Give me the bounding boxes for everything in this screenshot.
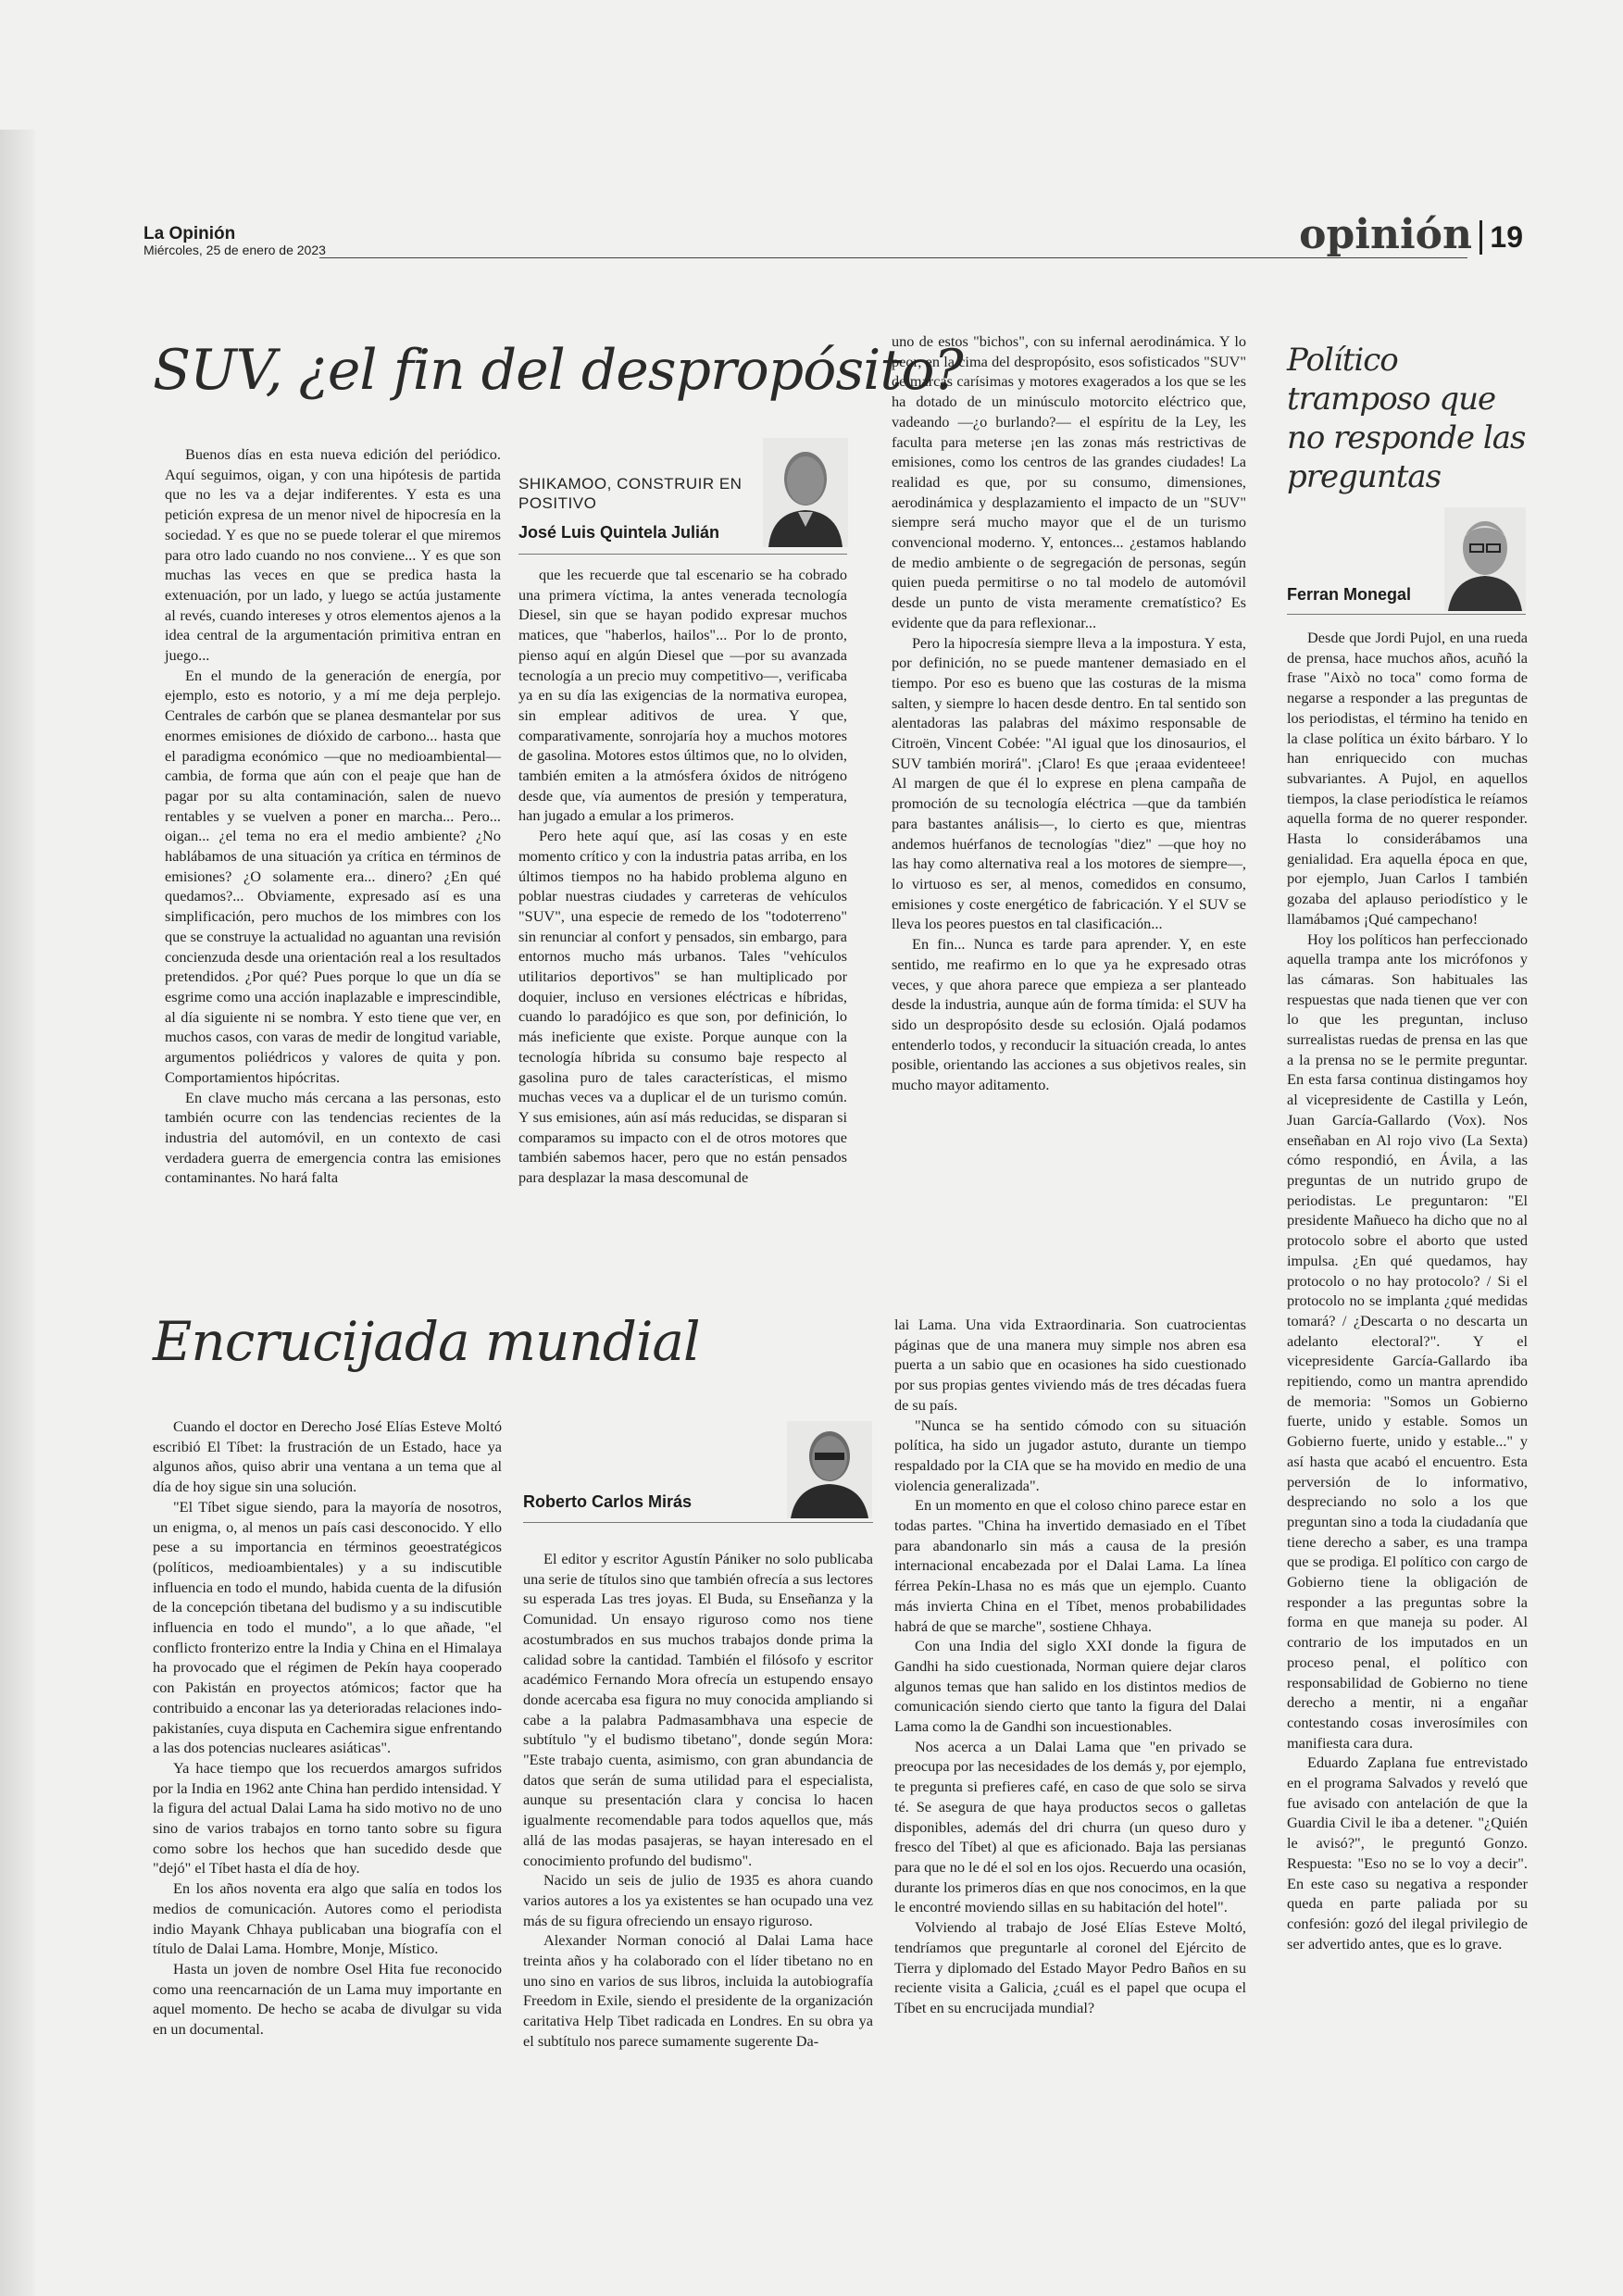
paragraph: lai Lama. Una vida Extraordinaria. Son cuatrocientas páginas que de una manera muy simple nos abren esa puerta a un sabio que en ocasiones ha sido cuestionado por sus propias gentes viviendo más de tres décadas fuera de su país. — [894, 1316, 1246, 1414]
article1-column-1 — [165, 444, 501, 1188]
article2-column-1 — [153, 1416, 502, 2040]
paragraph: Pero la hipocresía siempre lleva a la impostura. Y esta, por definición, no se puede mantener demasiado en el tiempo. Por eso es bueno que las costuras de la misma salten, y siempre lo hacen desde dentro. En tal sentido son alentadoras las palabras del máximo responsable de Citroën, Vincent Cobée: "Al igual que los dinosaurios, el SUV también morirá". ¡Claro! Es que ¡eraaa evidenteee! Al margen de que él lo exprese en plena campaña de promoción de su tecnología eléctrica —que da también para bastantes análisis—, lo cierto es que, mientras andemos huérfanos de tecnologías "diez" —que hoy no las hay como alternativa real a los motores de siempre—, lo virtuoso es ser, al menos, comedidos en consumo, emisiones y coste energético de fabricación. Y el SUV se lleva los peores puestos en tal clasificación... — [892, 633, 1246, 933]
paragraph: Alexander Norman conoció al Dalai Lama hace treinta años y ha colaborado con el líder tibetano no en uno sino en varios de sus libros, incluida la autobiografía Freedom in Exile, siendo el presidente de la organización caritativa Help Tibet radicada en Londres. En su obra ya el subtítulo nos parece sumamente sugerente Da- — [523, 1931, 873, 2050]
paragraph: que les recuerde que tal escenario se ha cobrado una primera víctima, la antes venerada tecnología Diesel, sin que se hayan podido expresar muchos matices, que "haberlos, hailos"... Por lo de pronto, pienso aquí en algún Diesel que —por su avanzada tecnología a un precio muy competitivo—, verificaba ya en su día las exigencias de la normativa europea, sin emplear aditivos de urea. Y que, comparativamente, sonrojaría hoy a muchos motores de gasolina. Motores estos últimos que, no lo olviden, también emiten a la atmósfera óxidos de nitrógeno desde que, vía aumentos de presión y temperatura, han jugado a emular a los primeros. — [518, 566, 847, 825]
article2-headline: Encrucijada mundial — [153, 1310, 700, 1373]
paragraph: Eduardo Zaplana fue entrevistado en el programa Salvados y reveló que fue avisado con antelación de que la Guardia Civil le iba a detener. "¿Quién le avisó?", le preguntó Gonzo. Respuesta: "Eso no se lo voy a decir". En este caso su negativa a responder queda en parte paliada por su confesión: gozó del ilegal privilegio de ser advertido antes, que es lo grave. — [1287, 1753, 1528, 1953]
page-header — [144, 211, 1523, 261]
paragraph: En fin... Nunca es tarde para aprender. Y, en este sentido, me reafirmo en lo que ya he expresado otras veces, y que ahora parece que empieza a ser planteado desde la industria, aunque aún de forma tímida: el SUV ha sido un despropósito desde su eclosión. Ojalá podamos entenderlo todos, y reconducir la situación creada, lo antes posible, orientando las acciones a sus objetivos reales, sin mucho mayor aditamento. — [892, 935, 1246, 1094]
paragraph: Nacido un seis de julio de 1935 es ahora cuando varios autores a los ya existentes se han ocupado una vez más de su figura ofreciendo un ensayo riguroso. — [523, 1871, 873, 1929]
paragraph: Pero hete aquí que, así las cosas y en este momento crítico y con la industria patas arriba, en los últimos tiempos no ha habido problema alguno en poblar nuestras ciudades y carreteras de vehículos "SUV", una especie de remedo de los "todoterreno" sin renunciar al confort y pensados, sin embargo, para entornos mucho más urbanos. Tales "vehículos utilitarios deportivos" se han multiplicado por doquier, incluso en versiones eléctricas e híbridas, cuando lo paradójico es que son, por definición, lo más ineficiente que existe. Porque aunque con la tecnología híbrida su consumo baje respecto al gasolina puro de tales características, el mismo muchas veces va a duplicar el de un turismo común. Y sus emisiones, aún así más reducidas, se disparan si comparamos su impacto con el de otros motores que también sabemos hacer, pero que no están pensados para desplazar la masa descomunal de — [518, 827, 847, 1187]
paragraph: Buenos días en esta nueva edición del periódico. Aquí seguimos, oigan, y con una hipótesis de partida que no les va a dejar indiferentes. Y esta es una petición expresa de un menor nivel de hipocresía en la sociedad. Y es que no se puede tolerar el que miremos para otro lado cuando no nos conviene... Y es que son muchas las veces en que se predica hasta la extenuación, por un lado, y luego se actúa justamente al revés, cuando intereses y otros elementos ajenos a la idea central de la argumentación primitiva entran en juego... — [165, 445, 501, 665]
article2-column-3 — [894, 1315, 1246, 2018]
author-photo-quintela — [763, 438, 848, 547]
author-rule — [1287, 614, 1526, 615]
author-photo-monegal — [1444, 507, 1526, 611]
paragraph: Nos acerca a un Dalai Lama que "en privado se preocupa por las necesidades de los demás y, por ejemplo, te pregunta si prefieres café, en caso de que solo se sirva té. Se asegura de que haya productos secos o galletas disponibles, además del dri churra (un queso duro y fresco del Tíbet) al que es aficionado. Baja las persianas para que no le dé el sol en los ojos. Recuerdo una ocasión, durante los primeros días en que nos conocimos, en la que le encontré moviendo sillas en su habitación del hotel". — [894, 1737, 1246, 1916]
paragraph: Ya hace tiempo que los recuerdos amargos sufridos por la India en 1962 ante China han perdido intensidad. Y la figura del actual Dalai Lama ha sido motivo no de uno sino de varios trabajos en torno tanto sobre su figura como sobre los hechos que han sucedido desde que "dejó" el Tíbet hasta el día de hoy. — [153, 1758, 502, 1878]
paragraph: uno de estos "bichos", con su infernal aerodinámica. Y lo peor, en la cima del despropósito, esos sofisticados "SUV" de marcas carísimas y motores exagerados a los que se les ha dotado de un minúsculo motorcito eléctrico que, vadeando —¿o burlando?— el espíritu de la Ley, les faculta para meterse ¡en las zonas más restrictivas de emisiones, como los centros de las grandes ciudades! La realidad es que, por su consumo, dimensiones, aerodinámica y desplazamiento el impacto de un "SUV" siempre será mucho mayor que el de un turismo convencional moderno. Y, entonces... ¿estamos hablando de medio ambiente o de segregación de personas, según quien pueda permitirse o no tal modelo de automóvil desde un punto de vista meramente crematístico? Es evidente que da para reflexionar... — [892, 332, 1246, 631]
article3-author: Ferran Monegal — [1287, 585, 1412, 604]
paragraph: Con una India del siglo XXI donde la figura de Gandhi ha sido cuestionada, Norman quiere dejar claros algunos temas que han salido en los distintos medios de comunicación siendo cierto que tanto la figura del Dalai Lama como la de Gandhi son incuestionables. — [894, 1637, 1246, 1736]
paragraph: "El Tíbet sigue siendo, para la mayoría de nosotros, un enigma, o, al menos un país casi desconocido. Y ello pese a su importancia en términos geoestratégicos (políticos, medioambientales) y a su indiscutible influencia en todo el mundo, habida cuenta de la difusión de la concepción tibetana del budismo y a su indiscutible influencia en todo el mundo", a lo que añade, "el conflicto fronterizo entre la India y China en el Himalaya ha provocado que el régimen de Pekín haya cooperado con Pakistán en proyectos atómicos; factor que ha contribuido a enconar las ya deterioradas relaciones indo-pakistaníes, cuya disputa en Cachemira sigue enfrentando a las dos potencias nucleares asiáticas". — [153, 1497, 502, 1757]
article1-column-2 — [518, 565, 847, 1188]
article1-headline: SUV, ¿el fin del despropósito? — [153, 338, 963, 403]
paragraph: Desde que Jordi Pujol, en una rueda de prensa, hace muchos años, acuñó la frase "Això no toca" como forma de negarse a responder a las preguntas de los periodistas, el término ha tenido en la clase política un éxito bárbaro. Y lo han enriquecido con muchas subvariantes. A Pujol, en aquellos tiempos, la clase periodística le reíamos aquella forma de no querer responder. Hasta lo considerábamos una genialidad. Era aquella época en que, por ejemplo, Juan Carlos I también gozaba del aplauso periodístico y le llamábamos ¡Qué campechano! — [1287, 629, 1528, 928]
paragraph: "Nunca se ha sentido cómodo con su situación política, ha sido un jugador astuto, durante un tiempo respaldado por la CIA que se ha movido en medio de una violencia generalizada". — [894, 1416, 1246, 1494]
paragraph: En clave mucho más cercana a las personas, esto también ocurre con las tendencias recientes de la industria del automóvil, en un contexto de casi verdadera guerra de emergencia contra las emisiones contaminantes. No hará falta — [165, 1088, 501, 1187]
page-number: 19 — [1479, 220, 1523, 255]
paragraph: Cuando el doctor en Derecho José Elías Esteve Moltó escribió El Tíbet: la frustración de un Estado, hace ya algunos años, quiso abrir una ventana a un tema que al día de hoy sigue sin una solución. — [153, 1417, 502, 1496]
author-photo-miras — [787, 1421, 872, 1518]
article2-author: Roberto Carlos Mirás — [523, 1492, 693, 1511]
header-rule — [319, 257, 1467, 258]
article3-column — [1287, 628, 1528, 1953]
article1-author: José Luis Quintela Julián — [518, 523, 720, 542]
author-rule — [523, 1522, 873, 1523]
paragraph: En los años noventa era algo que salía en todos los medios de comunicación. Autores como el periodista indio Mayank Chhaya publicaban una biografía con el título de Dalai Lama. Hombre, Monje, Místico. — [153, 1879, 502, 1958]
paragraph: Hoy los políticos han perfeccionado aquella trampa ante los micrófonos y las cámaras. Son habituales las respuestas que nada tienen que ver con lo que les preguntan, incluso surrealistas ruedas de prensa en las que a la prensa no se le permite preguntar. En esta farsa continua distingamos hoy al vicepresidente de Castilla y León, Juan García-Gallardo (Vox). Nos enseñaban en Al rojo vivo (La Sexta) cómo respondió, en Ávila, a las preguntas de un nutrido grupo de periodistas. Le preguntaron: "El presidente Mañueco ha dicho que no al protocolo sobre el aborto que usted impulsa. ¿En qué quedamos, hay protocolo o no hay protocolo? / Si el protocolo no se implanta ¿qué medidas tomará? / ¿Descarta o no descarta un adelanto electoral?". Y el vicepresidente García-Gallardo iba repitiendo, como un mantra aprendido de memoria: "Somos un Gobierno fuerte, unido y estable. Somos un Gobierno fuerte, unido y estable..." y así hasta que acabó el encuentro. Esta perversión de lo informativo, despreciando no solo a los que preguntan sino a toda la ciudadanía que tiene derecho a saber, es una trampa que se prodiga. El político con cargo de Gobierno tiene la obligación de responder a las preguntas sobre la forma en que maneja su poder. Al contrario de los imputados en un proceso penal, el político con responsabilidad de Gobierno no tiene derecho a mentir, ni a engañar contestando cosas inverosímiles con manifiesta cara dura. — [1287, 930, 1528, 1752]
paragraph: Hasta un joven de nombre Osel Hita fue reconocido como una reencarnación de un Lama muy importante en aquel momento. De hecho se acaba de divulgar su vida en un documental. — [153, 1959, 502, 2039]
article2-column-2 — [523, 1549, 873, 2052]
paragraph: En el mundo de la generación de energía, por ejemplo, esto es notorio, y a mí me deja perplejo. Centrales de carbón que se planea desmantelar por sus enormes emisiones de dióxido de carbono... hasta que el paradigma económico —que no medioambiental— cambia, de forma que aún con el peaje que han de pagar por su alta contaminación, salen de nuevo rentables y se vuelven a poner en marcha... Pero... oigan... ¿el tema no era el medio ambiente? ¿No hablábamos de una situación ya crítica en términos de emisiones? ¿O solamente era... dinero? ¿En qué quedamos?... Obviamente, expresado así es una simplificación, pero muchos de los mimbres con los que se construye la actualidad no aguantan una revisión concienzuda desde una orientación real a los resultados pretendidos. ¿Por qué? Pues porque lo que un día se esgrime como una acción inaplazable e imprescindible, al día siguiente ni se nombra. Y esto tiene que ver, en muchos casos, con varas de medir de longitud variable, argumentos poliédricos y valores de quita y pon. Comportamientos hipócritas. — [165, 666, 501, 1086]
article3-headline: Político tramposo que no responde las preguntas — [1287, 342, 1526, 495]
article1-column-name: SHIKAMOO, CONSTRUIR EN POSITIVO — [518, 475, 743, 512]
scan-shadow — [0, 130, 35, 2296]
paragraph: En un momento en que el coloso chino parece estar en todas partes. "China ha invertido demasiado en el Tíbet para abandonarlo sin más a causa de la presión internacional encabezada por el Dalai Lama. La línea férrea Pekín-Lhasa no es más que un ejemplo. Cuanto más invierta China en el Tíbet, menos probabilidades habrá de que se marche", sostiene Chhaya. — [894, 1496, 1246, 1635]
newspaper-name: La Opinión — [144, 224, 236, 243]
paragraph: El editor y escritor Agustín Pániker no solo publicaba una serie de títulos sino que también ofrecía a sus lectores su esperada Las tres joyas. El Buda, su Enseñanza y la Comunidad. Un ensayo riguroso como nos tiene acostumbrados en sus muchos trabajos donde prima la calidad sobre la cantidad. También el filósofo y escritor académico Fernando Mora ofrecía un estupendo ensayo donde acercaba esa figura no muy conocida ampliando si cabe a la palabra Padmasambhava una especie de subtítulo "y el budismo tibetano", donde según Mora: "Este trabajo cuenta, asimismo, con gran abundancia de datos que serán de suma utilidad para el especialista, aunque su presentación clara y concisa lo hacen igualmente recomendable para todos aquellos que, más allá de las modas pasajeras, se hayan interesado en el conocimiento profundo del budismo". — [523, 1550, 873, 1869]
article1-column-3 — [892, 331, 1246, 1095]
paragraph: Volviendo al trabajo de José Elías Esteve Moltó, tendríamos que preguntarle al coronel del Ejército de Tierra y diplomado del Estado Mayor Pedro Baños en su reciente visita a Galicia, ¿cuál es el papel que ocupa el Tíbet en su encrucijada mundial? — [894, 1918, 1246, 2016]
section-title: opinión — [1299, 211, 1472, 258]
issue-date: Miércoles, 25 de enero de 2023 — [144, 243, 326, 257]
author-rule — [518, 554, 847, 555]
